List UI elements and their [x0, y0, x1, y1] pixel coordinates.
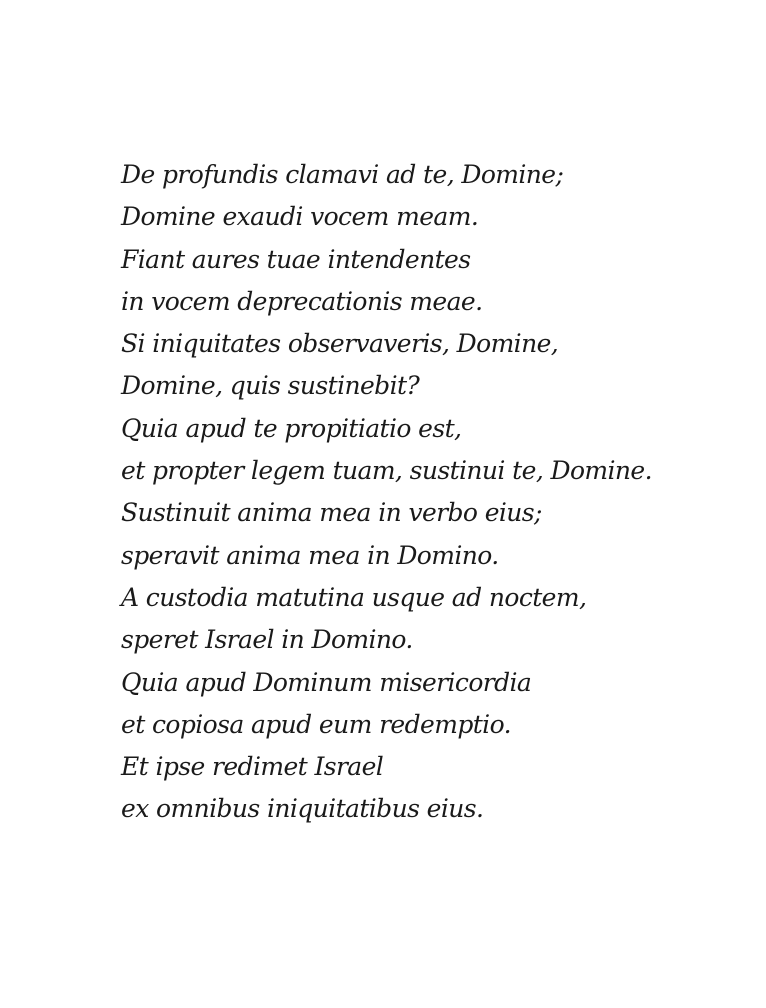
poem-line: Fiant aures tuae intendentes [121, 244, 471, 274]
poem-line: A custodia matutina usque ad noctem, [121, 582, 587, 612]
poem-line: in vocem deprecationis meae. [121, 286, 483, 316]
poem-line: Domine, quis sustinebit? [121, 371, 420, 401]
poem-line: Domine exaudi vocem meam. [121, 202, 479, 232]
poem-line: De profundis clamavi ad te, Domine; [121, 160, 564, 189]
poem-text [121, 154, 652, 831]
poem-line: Et ipse redimet Israel [121, 752, 384, 782]
poem-line: et propter legem tuam, sustinui te, Domine. [121, 456, 652, 486]
poem-line: Quia apud Dominum misericordia [121, 667, 532, 697]
poem-line: speravit anima mea in Domino. [121, 540, 499, 570]
poem-line: Si iniquitates observaveris, Domine, [121, 329, 559, 359]
poem-line: speret Israel in Domino. [121, 625, 413, 655]
poem-line: ex omnibus iniquitatibus eius. [121, 794, 484, 824]
poem-line: Sustinuit anima mea in verbo eius; [121, 498, 542, 528]
poem-line: et copiosa apud eum redemptio. [121, 709, 511, 739]
poem-line: Quia apud te propitiatio est, [121, 413, 462, 443]
